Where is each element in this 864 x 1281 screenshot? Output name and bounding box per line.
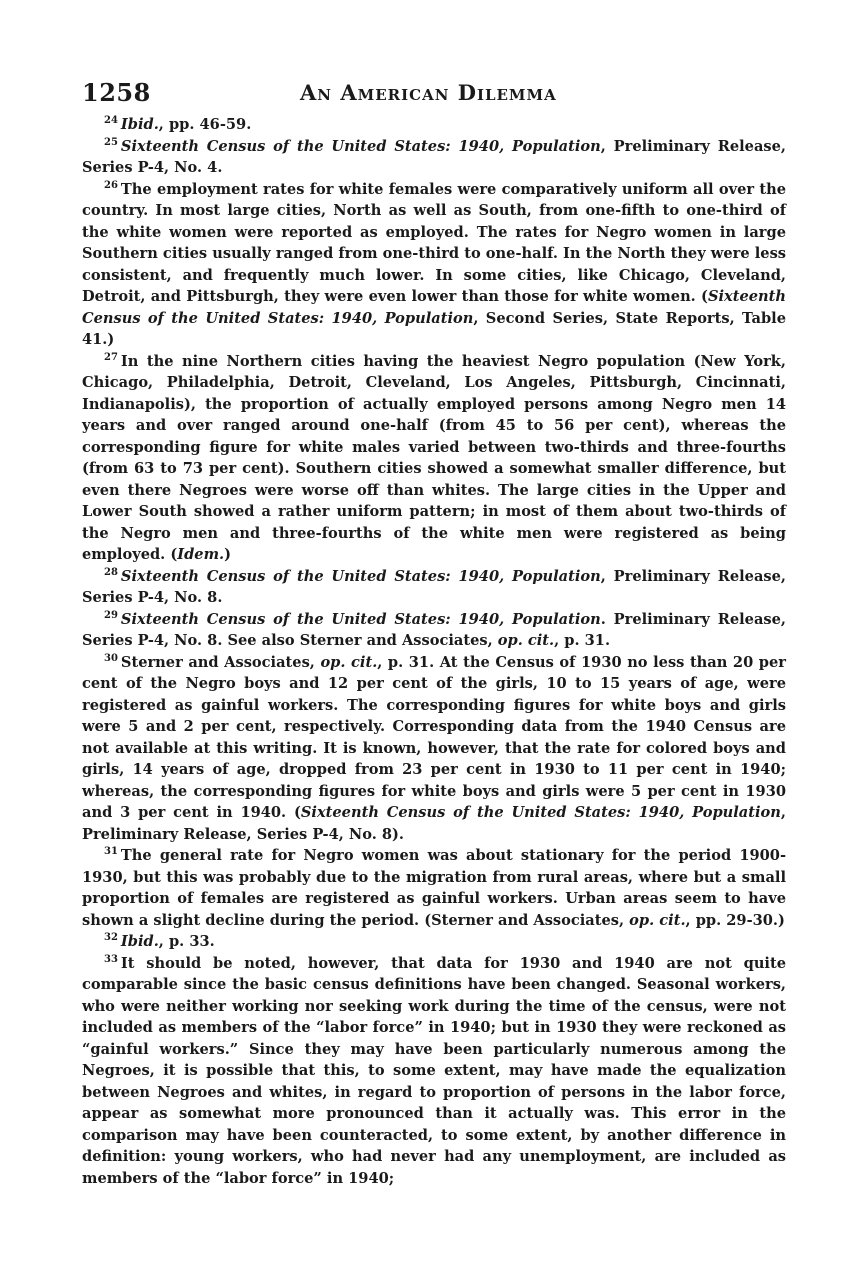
footnote-number: 31 xyxy=(104,846,118,858)
footnote-text: , pp. 29-30.) xyxy=(685,911,785,929)
italic-citation: Sixteenth Census of the United States: 1940, Population xyxy=(120,567,601,585)
italic-citation: Idem. xyxy=(177,546,225,563)
footnote-number: 29 xyxy=(104,609,118,621)
footnote-text: , pp. 46-59. xyxy=(158,116,252,133)
footnotes xyxy=(82,114,786,1189)
footnote-30 xyxy=(82,652,786,846)
footnote-number: 26 xyxy=(104,179,118,191)
footnote-26 xyxy=(82,179,786,351)
page-header xyxy=(82,78,786,114)
footnote-28 xyxy=(82,566,786,609)
italic-citation: op. cit. xyxy=(629,911,686,929)
footnote-text: . Preliminary Release, Series P-4, No. 8. See also Sterner and Associates, xyxy=(82,610,786,649)
footnote-number: 25 xyxy=(104,136,118,148)
italic-citation: op. cit. xyxy=(320,653,378,671)
footnote-text: , Preliminary Release, Series P-4, No. 4. xyxy=(82,137,786,176)
footnote-text: , p. 31. xyxy=(554,632,611,649)
italic-citation: op. cit. xyxy=(497,632,555,649)
footnote-text: The employment rates for white females were comparatively uniform all over the country. In most large cities, North as well as South, from one-fifth to one-third of the white women were reported as employed. The rates for Negro women in large Southern cities usually ranged from one-third to one-half. In the North they were less consistent, and frequently much lower. In some cities, like Chicago, Cleveland, Detroit, and Pittsburgh, they were even lower than those for white women. ( xyxy=(82,180,786,305)
footnote-text: , p. 33. xyxy=(158,933,215,950)
footnote-number: 24 xyxy=(104,115,118,127)
footnote-24 xyxy=(82,114,786,136)
footnote-text: The general rate for Negro women was about stationary for the period 1900-1930, but this was probably due to the migration from rural areas, where but a small proportion of females are registered as gainful workers. Urban areas seem to have shown a slight decline during the period. (Sterner and Associates, xyxy=(82,847,786,929)
footnote-33 xyxy=(82,953,786,1190)
footnote-text: , Preliminary Release, Series P-4, No. 8). xyxy=(82,804,786,843)
italic-citation: Ibid. xyxy=(120,116,159,133)
footnote-number: 30 xyxy=(104,652,118,664)
footnote-text: It should be noted, however, that data for 1930 and 1940 are not quite comparable since the basic census definitions have been changed. Seasonal workers, who were neither working nor seeking work during the time of the census, were not included as members of the “labor force” in 1940; but in 1930 they were reckoned as “gainful workers.” Since they may have been particularly numerous among the Negroes, it is possible that this, to some extent, may have made the equalization between Negroes and whites, in regard to proportion of persons in the labor force, appear as somewhat more pronounced than it actually was. This error in the comparison may have been counteracted, to some extent, by another difference in definition: young workers, who had never had any unemployment, are included as members of the “labor force” in 1940; xyxy=(82,954,786,1187)
footnote-text: Sterner and Associates, xyxy=(120,653,321,671)
footnote-text: , Preliminary Release, Series P-4, No. 8. xyxy=(82,567,786,606)
italic-citation: Sixteenth Census of the United States: 1940, Population xyxy=(82,288,786,327)
footnote-text: , Second Series, State Reports, Table 41.) xyxy=(82,309,786,348)
footnote-text: In the nine Northern cities having the heaviest Negro population (New York, Chicago, Philadelphia, Detroit, Cleveland, Los Angeles, Pittsburgh, Cincinnati, Indianapolis), the proportion of actually employed persons among Negro men 14 years and over ranged around one-half (from 45 to 56 per cent), whereas the corresponding figure for white males varied between two-thirds and three-fourths (from 63 to 73 per cent). Southern cities showed a somewhat smaller difference, but even there Negroes were worse off than whites. The large cities in the Upper and Lower South showed a rather uniform pattern; in most of them about two-thirds of the Negro men and three-fourths of the white men were registered as being employed. ( xyxy=(82,352,786,563)
italic-citation: Sixteenth Census of the United States: 1940, Population xyxy=(300,804,781,821)
footnote-27 xyxy=(82,351,786,566)
footnote-number: 27 xyxy=(104,351,118,363)
footnote-text: , p. 31. At the Census of 1930 no less than 20 per cent of the Negro boys and 12 per cent of the girls, 10 to 15 years of age, were registered as gainful workers. The corresponding figures for white boys and girls were 5 and 2 per cent, respectively. Corresponding data from the 1940 Census are not available at this writing. It is known, however, that the rate for colored boys and girls, 14 years of age, dropped from 23 per cent in 1930 to 11 per cent in 1940; whereas, the corresponding figures for white boys and girls were 5 per cent in 1930 and 3 per cent in 1940. ( xyxy=(82,653,786,821)
footnote-32 xyxy=(82,931,786,953)
footnote-25 xyxy=(82,136,786,179)
footnote-29 xyxy=(82,609,786,652)
footnote-text: ) xyxy=(224,546,231,563)
italic-citation: Sixteenth Census of the United States: 1940, Population xyxy=(120,610,601,628)
footnote-31 xyxy=(82,845,786,931)
running-head: An American Dilemma xyxy=(300,80,557,105)
page-number: 1258 xyxy=(82,78,151,107)
footnote-number: 33 xyxy=(104,953,118,965)
footnote-number: 32 xyxy=(104,932,118,944)
footnote-number: 28 xyxy=(104,566,118,578)
italic-citation: Ibid. xyxy=(120,933,159,950)
italic-citation: Sixteenth Census of the United States: 1940, Population xyxy=(120,137,601,155)
